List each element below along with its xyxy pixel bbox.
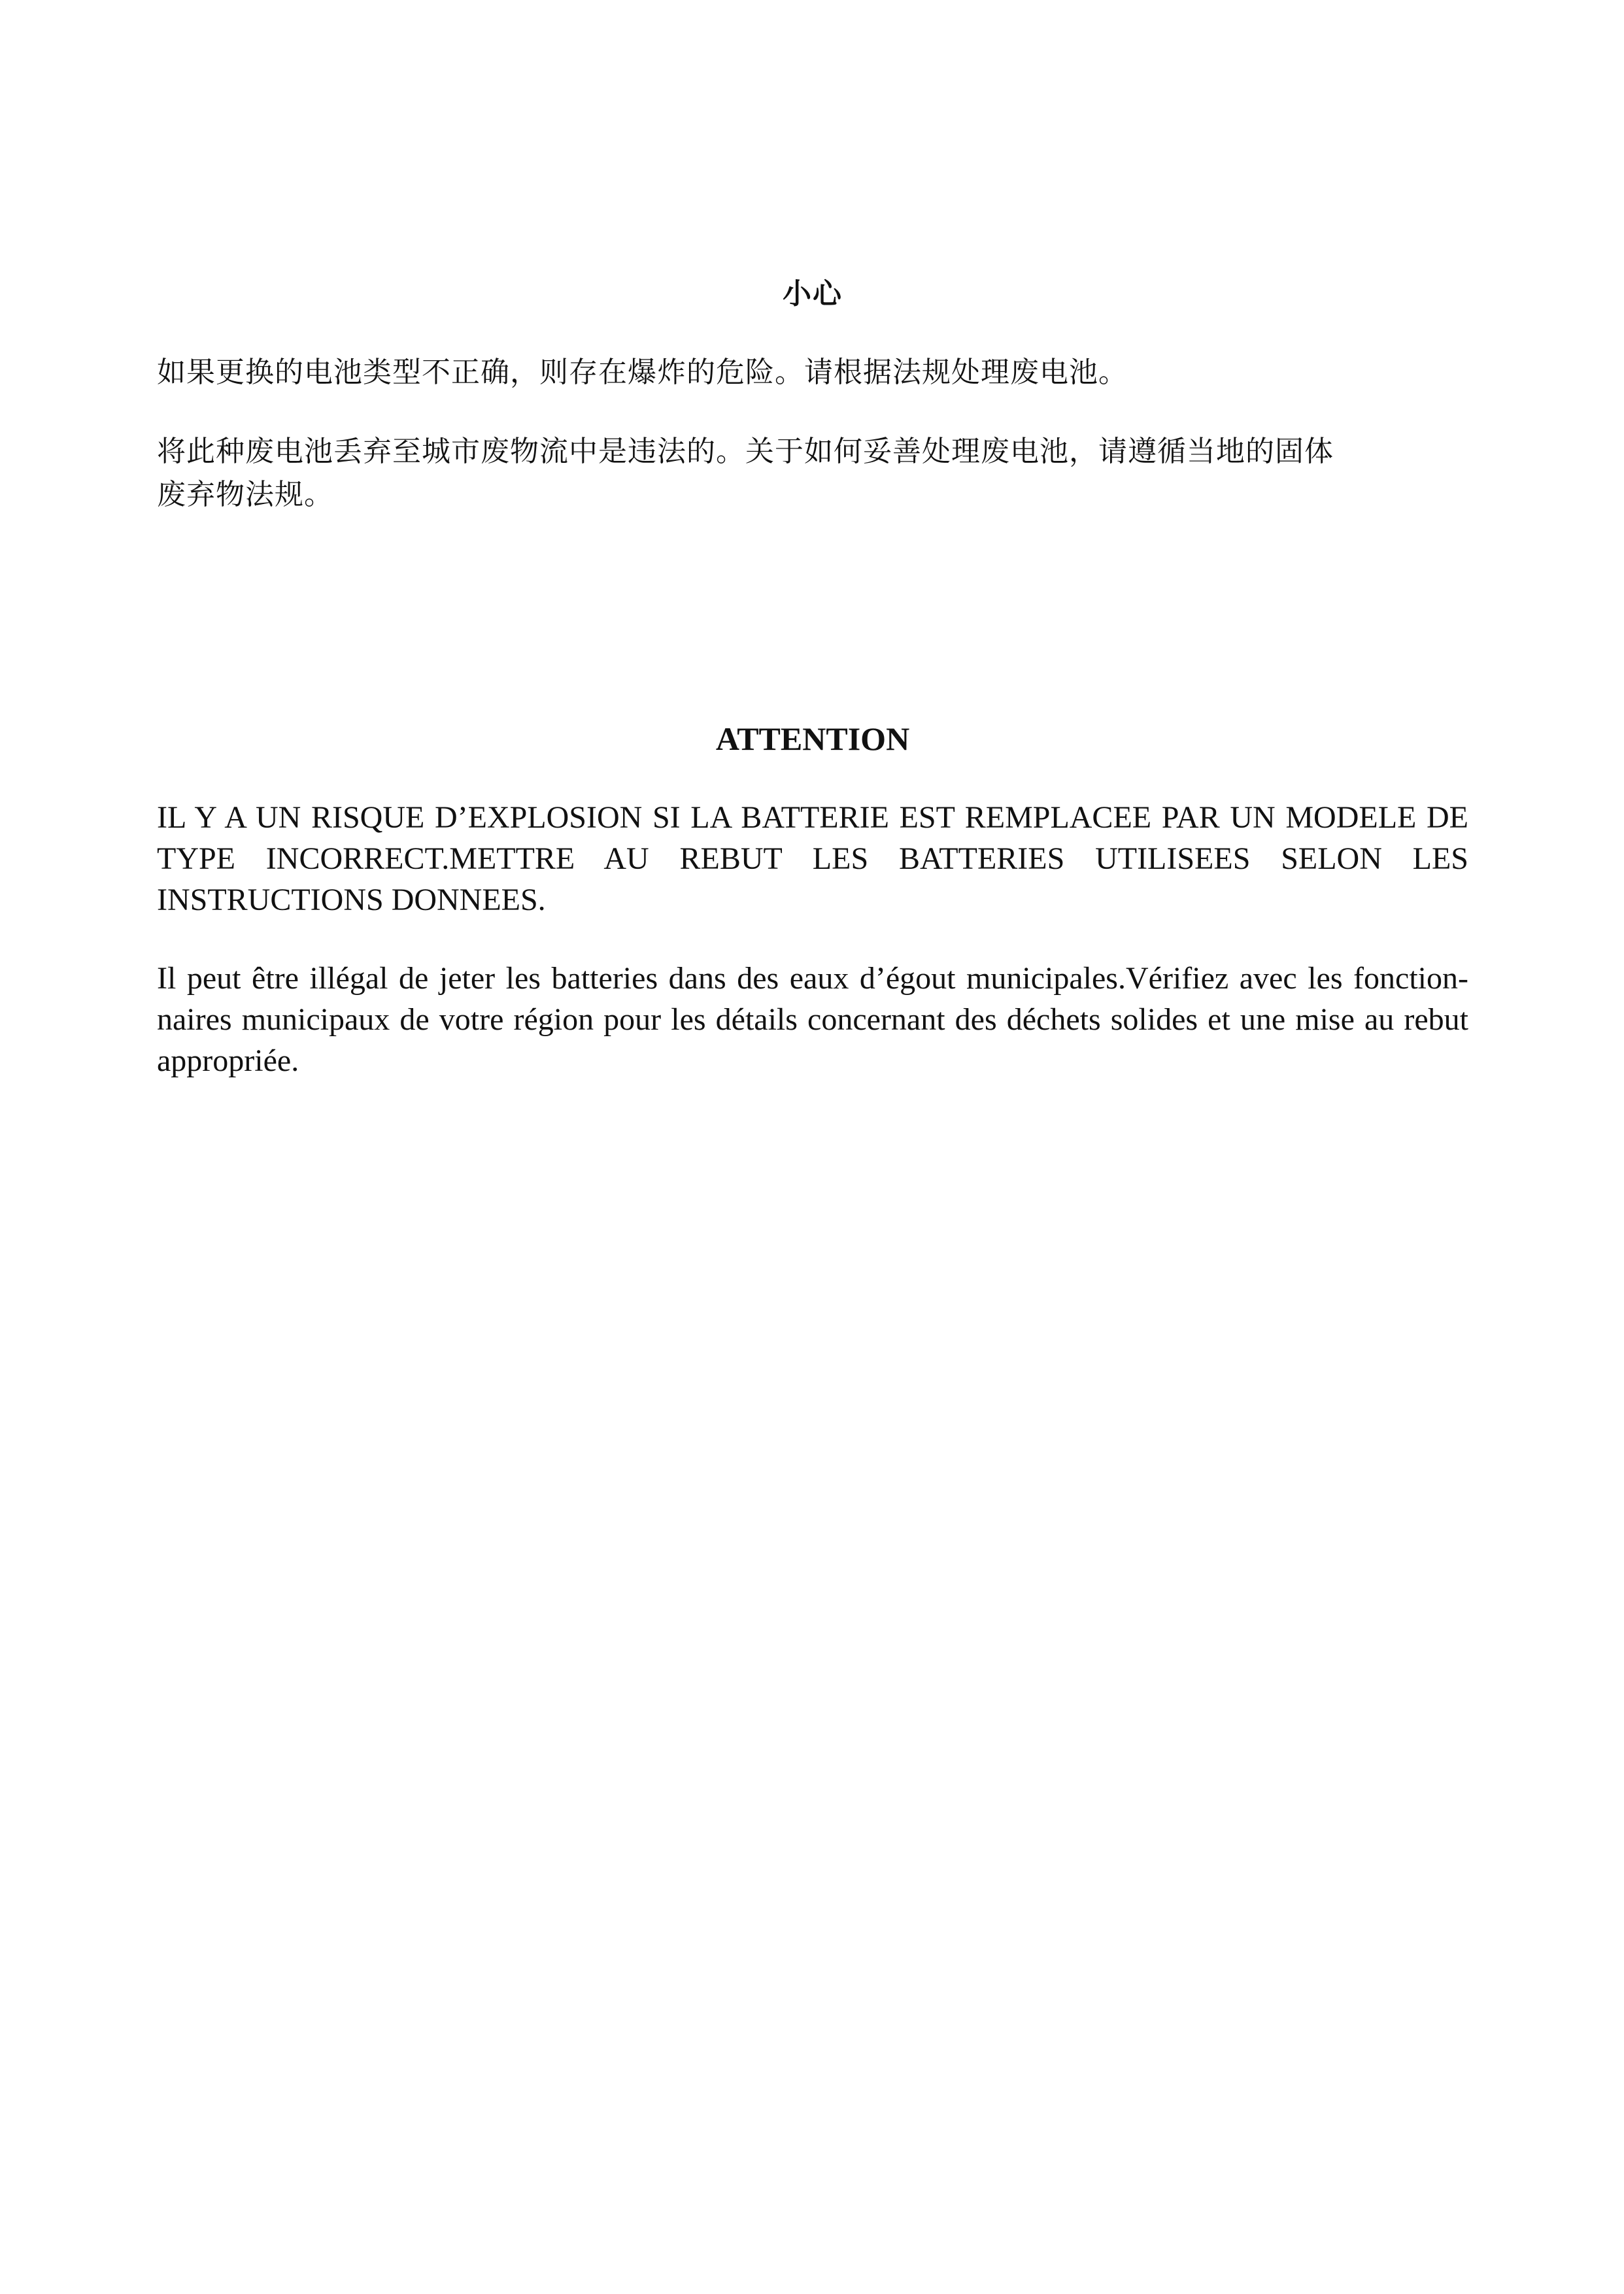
chinese-caution-section — [157, 273, 1468, 516]
chinese-paragraph-disposal-line-2: 废弃物法规。 — [157, 478, 333, 511]
french-paragraph-disposal: Il peut être illégal de jeter les batteries dans des eaux d’égout municipales.Vérifiez avec les fonctionnaires municipaux de votre région pour les détails concernant des déchets solides et une mise au rebut appropriée. — [157, 961, 1468, 1078]
chinese-paragraph-explosion-risk: 如果更换的电池类型不正确，则存在爆炸的危险。请根据法规处理废电池。 — [157, 356, 1128, 389]
chinese-paragraph-disposal — [157, 430, 1468, 516]
french-paragraph-explosion-risk: IL Y A UN RISQUE D’EXPLOSION SI LA BATTERIE EST REMPLACEE PAR UN MODELE DE TYPE INCORRECT.METTRE AU REBUT LES BATTERIES UTILISEES SELON LES INSTRUCTIONS DONNEES. — [157, 800, 1468, 917]
french-heading: ATTENTION — [715, 720, 910, 757]
chinese-heading: 小心 — [783, 277, 843, 311]
french-attention-section — [157, 718, 1468, 1081]
chinese-paragraph-disposal-line-1: 将此种废电池丢弃至城市废物流中是违法的。关于如何妥善处理废电池，请遵循当地的固体 — [157, 435, 1334, 468]
